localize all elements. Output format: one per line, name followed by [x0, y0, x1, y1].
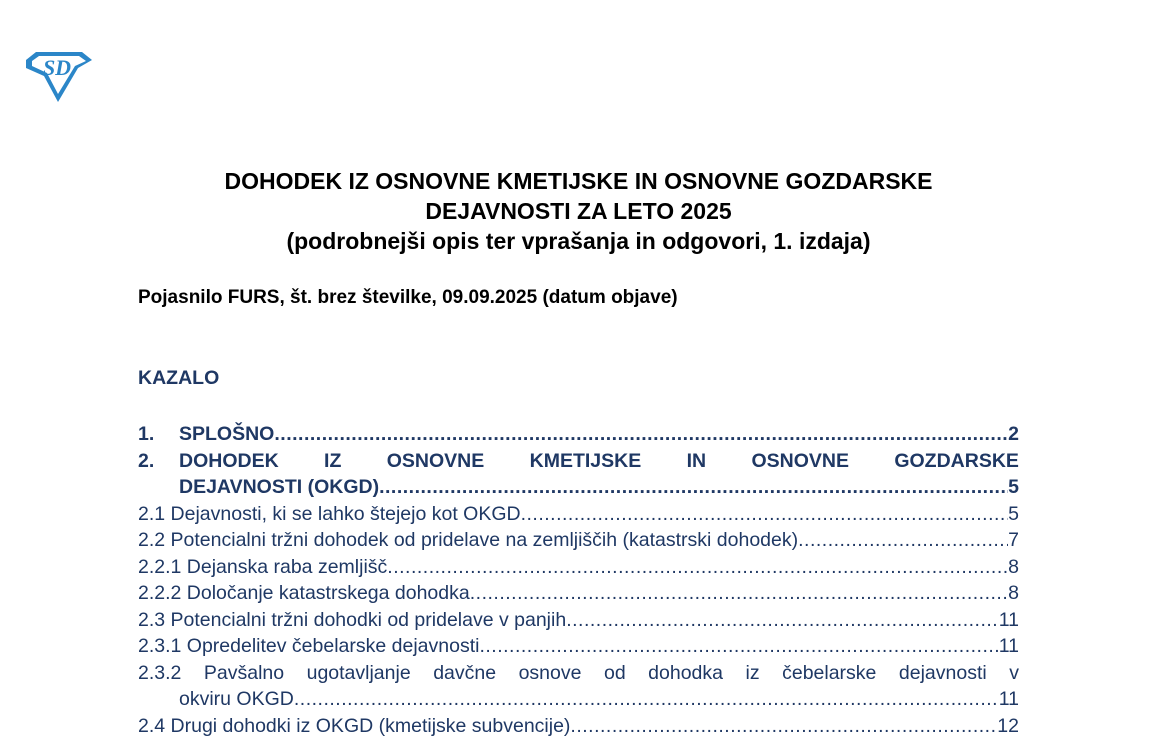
document-subtitle: Pojasnilo FURS, št. brez številke, 09.09.2025 (datum objave) [138, 287, 678, 308]
toc-word: DOHODEK [179, 449, 279, 472]
toc-item-splosno[interactable] [138, 421, 1019, 448]
toc-leader [570, 713, 997, 740]
toc-word: od [603, 661, 626, 684]
title-line-2: DEJAVNOSTI ZA LETO 2025 [425, 198, 732, 224]
toc-word: ugotavljanje [306, 661, 411, 684]
toc-item-title-continued: okviru OKGD [179, 688, 294, 710]
title-line-1: DOHODEK IZ OSNOVNE KMETIJSKE IN OSNOVNE GOZDARSKE [224, 168, 933, 194]
toc-item-2-2-2[interactable] [138, 580, 1019, 607]
toc-item-page: 8 [1008, 582, 1019, 604]
toc-item-title-continued: DEJAVNOSTI (OKGD) [179, 476, 380, 498]
toc-item-title: 2.3.1 Opredelitev čebelarske dejavnosti [138, 635, 480, 657]
document-title [0, 166, 1157, 256]
toc-word: Pavšalno [203, 661, 285, 684]
toc-item-title: 2.2.2 Določanje katastrskega dohodka [138, 582, 470, 604]
title-line-3: (podrobnejši opis ter vprašanja in odgovori, 1. izdaja) [286, 228, 871, 254]
sd-logo [22, 46, 94, 104]
toc-item-page: 11 [998, 635, 1019, 657]
table-of-contents [138, 421, 1019, 739]
toc-word: dejavnosti [898, 661, 987, 684]
toc-item-title [138, 660, 1019, 687]
toc-item-title: 2.2.1 Dejanska raba zemljišč [138, 555, 388, 578]
toc-leader [798, 527, 1008, 554]
toc-item-2-1[interactable] [138, 501, 1019, 528]
toc-item-number: 2. [138, 449, 155, 472]
toc-item-title [179, 448, 1019, 475]
toc-word: OSNOVNE [751, 449, 849, 472]
toc-item-dohodek-okgd[interactable] [138, 448, 1019, 501]
toc-word: dohodka [648, 661, 723, 684]
toc-item-title: 2.3 Potencialni tržni dohodki od pridelave v panjih [138, 608, 567, 631]
toc-item-2-3-1[interactable] [138, 633, 1019, 660]
toc-item-page: 7 [1008, 529, 1019, 551]
toc-word: GOZDARSKE [894, 449, 1019, 472]
logo-text: SD [42, 55, 72, 80]
toc-leader [294, 686, 999, 713]
toc-item-2-2[interactable] [138, 527, 1019, 554]
toc-word: čebelarske [782, 661, 877, 684]
toc-item-title: 2.2 Potencialni tržni dohodek od pridelave na zemljiščih (katastrski dohodek) [138, 529, 799, 551]
toc-word: v [1009, 661, 1019, 684]
toc-leader [566, 607, 999, 634]
toc-word: osnove [518, 661, 582, 684]
toc-heading: KAZALO [138, 367, 220, 389]
toc-item-page: 2 [1008, 423, 1019, 445]
toc-item-page: 12 [997, 714, 1019, 737]
toc-item-page: 5 [1008, 502, 1019, 525]
toc-word: davčne [433, 661, 497, 684]
toc-word: IN [686, 449, 707, 472]
toc-item-title: 2.1 Dejavnosti, ki se lahko štejejo kot OKGD [138, 502, 521, 525]
toc-leader [379, 474, 1008, 501]
toc-leader [521, 501, 1009, 528]
toc-item-2-4[interactable] [138, 713, 1019, 740]
toc-leader [274, 421, 1008, 448]
toc-item-page: 11 [998, 688, 1019, 710]
toc-leader [470, 580, 1008, 607]
toc-word: KMETIJSKE [529, 449, 642, 472]
toc-word: OSNOVNE [386, 449, 485, 472]
toc-item-2-2-1[interactable] [138, 554, 1019, 581]
toc-word: iz [745, 661, 760, 684]
toc-item-2-3-2[interactable] [138, 660, 1019, 713]
toc-item-page: 8 [1008, 555, 1019, 578]
toc-word: IZ [324, 449, 342, 472]
toc-item-title: SPLOŠNO [179, 423, 275, 445]
toc-item-number: 1. [138, 423, 155, 445]
toc-item-title: 2.4 Drugi dohodki iz OKGD (kmetijske subvencije) [138, 714, 571, 737]
toc-item-2-3[interactable] [138, 607, 1019, 634]
toc-item-page: 5 [1008, 476, 1019, 498]
toc-word: 2.3.2 [138, 661, 182, 684]
toc-item-page: 11 [998, 608, 1019, 631]
toc-leader [479, 633, 998, 660]
toc-leader [387, 554, 1008, 581]
